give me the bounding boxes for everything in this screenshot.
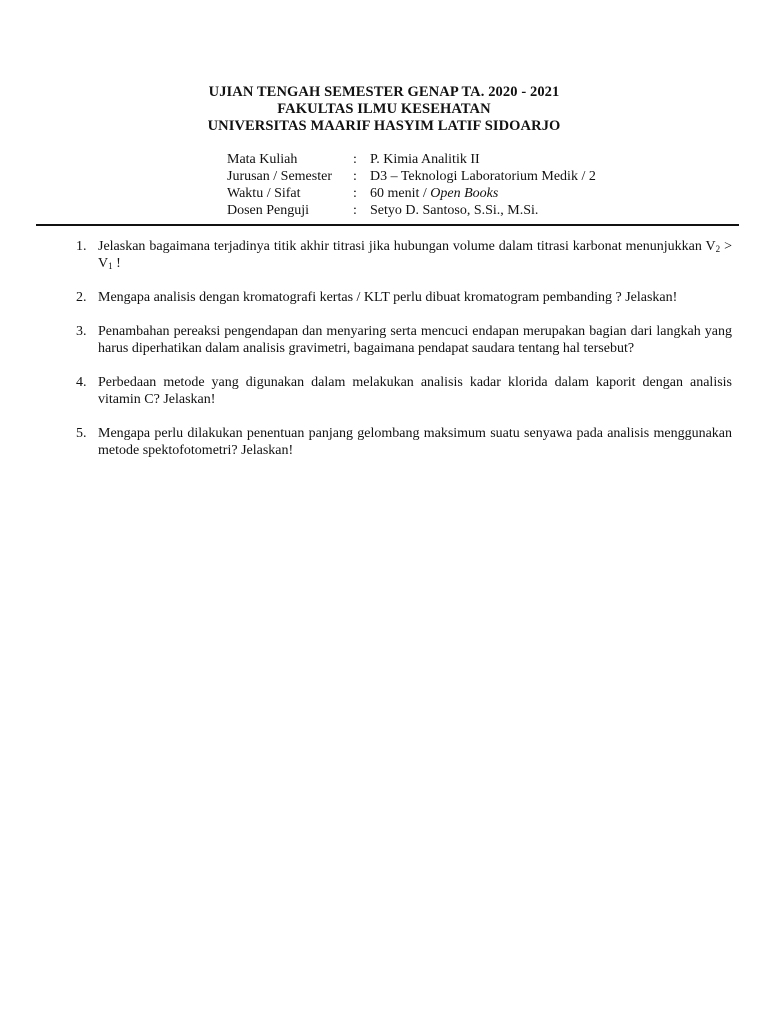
question-number: 4. [76, 375, 87, 390]
subscript: 2 [715, 244, 721, 254]
info-label: Waktu / Sifat [227, 186, 301, 201]
info-value-plain: 60 menit / [370, 186, 431, 201]
question-number: 2. [76, 290, 87, 305]
question-number: 3. [76, 324, 87, 339]
question-text-part: > V [98, 239, 732, 271]
exam-title: UJIAN TENGAH SEMESTER GENAP TA. 2020 - 2021 [208, 84, 560, 100]
info-row-department [227, 168, 596, 185]
question-item [76, 289, 732, 306]
question-text: Penambahan pereaksi pengendapan dan menyaring serta mencuci endapan merupakan bagian dari langkah yang harus diperhatikan dalam analisis gravimetri, bagaimana pendapat saudara tentang hal tersebut? [98, 324, 732, 356]
info-label: Jurusan / Semester [227, 169, 332, 184]
question-text: Perbedaan metode yang digunakan dalam melakukan analisis kadar klorida dalam kaporit dengan analisis vitamin C? Jelaskan! [98, 375, 732, 407]
info-label: Mata Kuliah [227, 152, 298, 167]
question-number: 5. [76, 426, 87, 441]
question-item [76, 374, 732, 408]
question-text [98, 238, 732, 272]
question-text: Mengapa analisis dengan kromatografi kertas / KLT perlu dibuat kromatogram pembanding ? Jelaskan! [98, 290, 678, 305]
question-text-part: ! [112, 256, 121, 271]
info-value [370, 185, 498, 202]
question-text-part: Jelaskan bagaimana terjadinya titik akhir titrasi jika hubungan volume dalam titrasi karbonat menunjukkan V [98, 239, 716, 254]
info-row-examiner [227, 202, 596, 219]
info-value: Setyo D. Santoso, S.Si., M.Si. [370, 203, 539, 218]
university-name: UNIVERSITAS MAARIF HASYIM LATIF SIDOARJO [207, 118, 561, 134]
subscript: 1 [108, 261, 113, 271]
exam-header [0, 84, 768, 135]
info-label: Dosen Penguji [227, 203, 310, 218]
question-item [76, 238, 732, 272]
faculty-name: FAKULTAS ILMU KESEHATAN [277, 101, 491, 117]
question-text: Mengapa perlu dilakukan penentuan panjang gelombang maksimum suatu senyawa pada analisis menggunakan metode spektofotometri? Jelaskan! [98, 426, 732, 458]
info-row-time [227, 185, 596, 202]
info-value: P. Kimia Analitik II [370, 152, 480, 167]
question-item [76, 425, 732, 459]
info-value: D3 – Teknologi Laboratorium Medik / 2 [370, 169, 596, 184]
header-divider [36, 224, 739, 226]
course-info-table [227, 151, 596, 219]
question-list [76, 238, 732, 476]
info-value-italic: Open Books [430, 186, 499, 201]
info-colon: : [353, 169, 357, 184]
info-colon: : [353, 152, 357, 167]
question-number: 1. [76, 239, 87, 254]
info-row-course [227, 151, 596, 168]
info-colon: : [353, 203, 357, 218]
question-item [76, 323, 732, 357]
info-colon: : [353, 186, 357, 201]
